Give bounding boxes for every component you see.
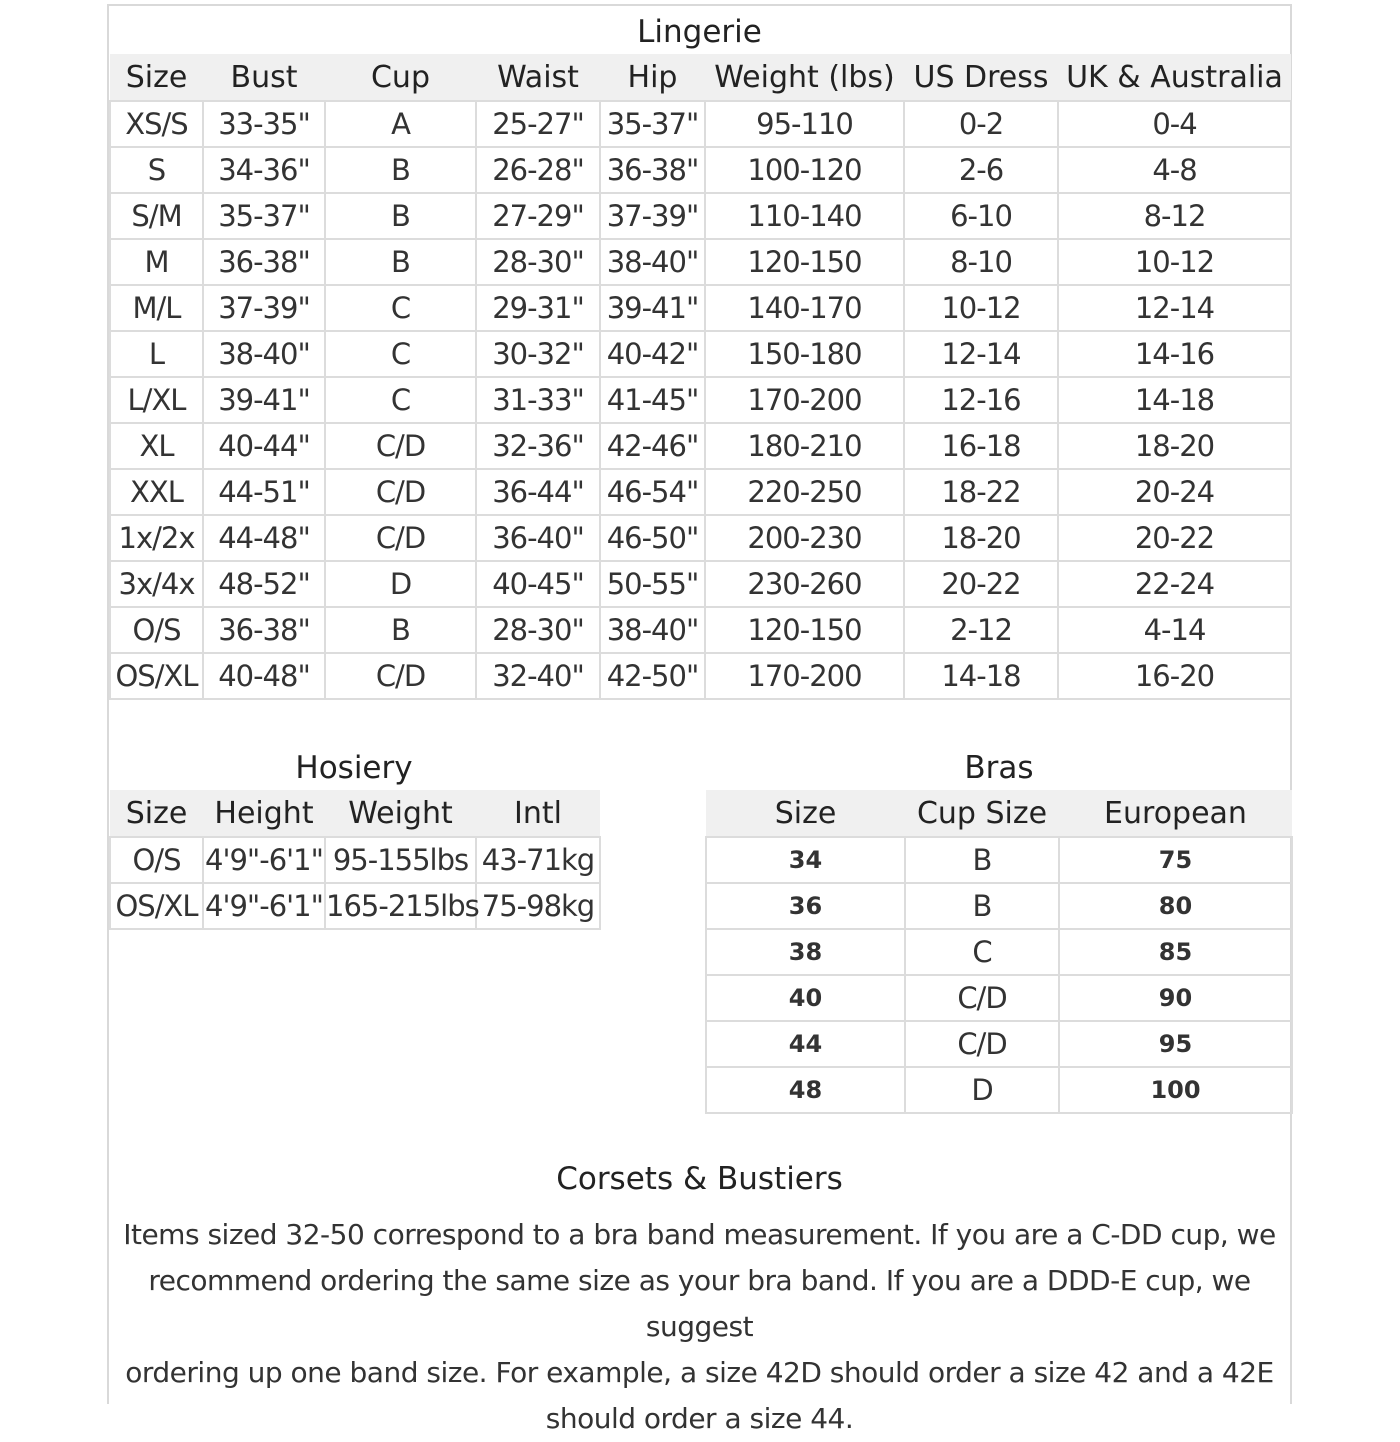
col-weight: Weight [325, 790, 476, 837]
col-cup-size: Cup Size [905, 790, 1059, 837]
table-cell: B [325, 193, 476, 239]
table-cell: 50-55" [600, 561, 705, 607]
table-cell: 48 [706, 1067, 905, 1113]
table-cell: 18-20 [1058, 423, 1291, 469]
lingerie-row [110, 285, 1291, 331]
table-cell: 36-40" [476, 515, 600, 561]
table-cell: C [325, 331, 476, 377]
table-cell: 18-20 [904, 515, 1058, 561]
table-cell: 10-12 [904, 285, 1058, 331]
table-cell: 40-44" [203, 423, 325, 469]
table-cell: 39-41" [203, 377, 325, 423]
table-cell: 28-30" [476, 239, 600, 285]
table-cell: 95-110 [705, 101, 904, 147]
col-size: Size [706, 790, 905, 837]
table-cell: 31-33" [476, 377, 600, 423]
bras-row [706, 1067, 1292, 1113]
table-cell: 36 [706, 883, 905, 929]
table-cell: 170-200 [705, 377, 904, 423]
table-cell: A [325, 101, 476, 147]
table-cell: 100-120 [705, 147, 904, 193]
table-cell: 2-6 [904, 147, 1058, 193]
table-cell: 4-8 [1058, 147, 1291, 193]
table-cell: 20-24 [1058, 469, 1291, 515]
table-cell: 85 [1059, 929, 1292, 975]
table-cell: D [325, 561, 476, 607]
table-cell: 40-42" [600, 331, 705, 377]
table-cell: C/D [905, 975, 1059, 1021]
table-cell: 170-200 [705, 653, 904, 699]
table-cell: 20-22 [1058, 515, 1291, 561]
table-cell: 6-10 [904, 193, 1058, 239]
table-cell: 48-52" [203, 561, 325, 607]
lingerie-header-row [110, 54, 1291, 101]
table-cell: OS/XL [110, 653, 203, 699]
table-cell: 220-250 [705, 469, 904, 515]
table-cell: 1x/2x [110, 515, 203, 561]
table-cell: 95-155lbs [325, 837, 476, 883]
corsets-title: Corsets & Bustiers [556, 1161, 843, 1197]
col-weight: Weight (lbs) [705, 54, 904, 101]
bras-title: Bras [964, 750, 1034, 786]
table-cell: C/D [905, 1021, 1059, 1067]
table-cell: 43-71kg [476, 837, 600, 883]
col-cup: Cup [325, 54, 476, 101]
col-european: European [1059, 790, 1292, 837]
table-cell: 34 [706, 837, 905, 883]
lingerie-row [110, 101, 1291, 147]
lingerie-row [110, 239, 1291, 285]
table-cell: 36-38" [203, 607, 325, 653]
table-cell: 110-140 [705, 193, 904, 239]
bras-row [706, 975, 1292, 1021]
table-cell: D [905, 1067, 1059, 1113]
table-cell: XL [110, 423, 203, 469]
table-cell: 12-16 [904, 377, 1058, 423]
table-cell: 165-215lbs [325, 883, 476, 929]
table-cell: 8-10 [904, 239, 1058, 285]
table-cell: 41-45" [600, 377, 705, 423]
col-waist: Waist [476, 54, 600, 101]
corsets-note [109, 1212, 1290, 1442]
table-cell: 16-20 [1058, 653, 1291, 699]
table-cell: 150-180 [705, 331, 904, 377]
lingerie-row [110, 607, 1291, 653]
table-cell: 38-40" [600, 239, 705, 285]
table-cell: 14-16 [1058, 331, 1291, 377]
table-cell: 38-40" [203, 331, 325, 377]
table-cell: 90 [1059, 975, 1292, 1021]
table-cell: 40 [706, 975, 905, 1021]
table-cell: C/D [325, 515, 476, 561]
table-cell: C [905, 929, 1059, 975]
lingerie-row [110, 331, 1291, 377]
table-cell: 18-22 [904, 469, 1058, 515]
table-cell: 12-14 [1058, 285, 1291, 331]
table-cell: 75-98kg [476, 883, 600, 929]
table-cell: 32-40" [476, 653, 600, 699]
table-cell: 12-14 [904, 331, 1058, 377]
table-cell: 42-50" [600, 653, 705, 699]
table-cell: B [325, 607, 476, 653]
table-cell: 3x/4x [110, 561, 203, 607]
lingerie-row [110, 423, 1291, 469]
table-cell: 75 [1059, 837, 1292, 883]
hosiery-title: Hosiery [295, 750, 413, 786]
col-size: Size [110, 790, 203, 837]
table-cell: 2-12 [904, 607, 1058, 653]
table-cell: 42-46" [600, 423, 705, 469]
table-cell: 44 [706, 1021, 905, 1067]
table-cell: 33-35" [203, 101, 325, 147]
col-bust: Bust [203, 54, 325, 101]
lingerie-row [110, 653, 1291, 699]
table-cell: 140-170 [705, 285, 904, 331]
corsets-note-line: Items sized 32-50 correspond to a bra band measurement. If you are a C-DD cup, we [123, 1218, 1276, 1251]
table-cell: 10-12 [1058, 239, 1291, 285]
bras-row [706, 837, 1292, 883]
table-cell: B [905, 837, 1059, 883]
table-cell: 100 [1059, 1067, 1292, 1113]
bras-table [705, 790, 1293, 1114]
table-cell: OS/XL [110, 883, 203, 929]
table-cell: 26-28" [476, 147, 600, 193]
table-cell: XS/S [110, 101, 203, 147]
table-cell: 95 [1059, 1021, 1292, 1067]
bras-header-row [706, 790, 1292, 837]
table-cell: C/D [325, 653, 476, 699]
col-hip: Hip [600, 54, 705, 101]
table-cell: 44-48" [203, 515, 325, 561]
table-cell: 20-22 [904, 561, 1058, 607]
table-cell: 80 [1059, 883, 1292, 929]
table-cell: 30-32" [476, 331, 600, 377]
table-cell: 35-37" [203, 193, 325, 239]
table-cell: 32-36" [476, 423, 600, 469]
table-cell: 34-36" [203, 147, 325, 193]
table-cell: 14-18 [1058, 377, 1291, 423]
table-cell: 38 [706, 929, 905, 975]
table-cell: B [325, 147, 476, 193]
table-cell: O/S [110, 607, 203, 653]
corsets-note-line: recommend ordering the same size as your bra band. If you are a DDD-E cup, we suggest [148, 1264, 1251, 1343]
table-cell: 28-30" [476, 607, 600, 653]
bras-row [706, 929, 1292, 975]
table-cell: 230-260 [705, 561, 904, 607]
table-cell: 0-4 [1058, 101, 1291, 147]
table-cell: 120-150 [705, 607, 904, 653]
lingerie-row [110, 515, 1291, 561]
corsets-note-line: should order a size 44. [545, 1402, 854, 1435]
table-cell: 120-150 [705, 239, 904, 285]
bras-row [706, 883, 1292, 929]
table-cell: 29-31" [476, 285, 600, 331]
lingerie-table [109, 54, 1292, 700]
table-cell: 46-50" [600, 515, 705, 561]
table-cell: 180-210 [705, 423, 904, 469]
table-cell: C [325, 377, 476, 423]
table-cell: L/XL [110, 377, 203, 423]
table-cell: XXL [110, 469, 203, 515]
table-cell: 39-41" [600, 285, 705, 331]
table-cell: 4'9"-6'1" [203, 837, 325, 883]
table-cell: M [110, 239, 203, 285]
table-cell: 27-29" [476, 193, 600, 239]
table-cell: C [325, 285, 476, 331]
lingerie-row [110, 561, 1291, 607]
table-cell: 36-38" [600, 147, 705, 193]
hosiery-row [110, 883, 600, 929]
table-cell: 16-18 [904, 423, 1058, 469]
table-cell: 37-39" [600, 193, 705, 239]
lingerie-row [110, 147, 1291, 193]
table-cell: 4-14 [1058, 607, 1291, 653]
hosiery-row [110, 837, 600, 883]
table-cell: 35-37" [600, 101, 705, 147]
table-cell: S [110, 147, 203, 193]
table-cell: 25-27" [476, 101, 600, 147]
col-size: Size [110, 54, 203, 101]
table-cell: 14-18 [904, 653, 1058, 699]
col-intl: Intl [476, 790, 600, 837]
bras-row [706, 1021, 1292, 1067]
lingerie-row [110, 377, 1291, 423]
table-cell: S/M [110, 193, 203, 239]
table-cell: 4'9"-6'1" [203, 883, 325, 929]
col-us-dress: US Dress [904, 54, 1058, 101]
col-height: Height [203, 790, 325, 837]
lingerie-row [110, 193, 1291, 239]
table-cell: L [110, 331, 203, 377]
table-cell: 0-2 [904, 101, 1058, 147]
lingerie-row [110, 469, 1291, 515]
table-cell: 40-45" [476, 561, 600, 607]
table-cell: 44-51" [203, 469, 325, 515]
table-cell: 38-40" [600, 607, 705, 653]
corsets-note-line: ordering up one band size. For example, a size 42D should order a size 42 and a 42E [125, 1356, 1274, 1389]
table-cell: O/S [110, 837, 203, 883]
table-cell: 40-48" [203, 653, 325, 699]
hosiery-header-row [110, 790, 600, 837]
table-cell: C/D [325, 469, 476, 515]
table-cell: 46-54" [600, 469, 705, 515]
table-cell: 22-24 [1058, 561, 1291, 607]
table-cell: 8-12 [1058, 193, 1291, 239]
table-cell: B [325, 239, 476, 285]
table-cell: 37-39" [203, 285, 325, 331]
col-uk-australia: UK & Australia [1058, 54, 1291, 101]
table-cell: M/L [110, 285, 203, 331]
table-cell: B [905, 883, 1059, 929]
table-cell: 36-38" [203, 239, 325, 285]
table-cell: 36-44" [476, 469, 600, 515]
hosiery-table [109, 790, 601, 930]
table-cell: C/D [325, 423, 476, 469]
lingerie-title: Lingerie [637, 14, 762, 50]
table-cell: 200-230 [705, 515, 904, 561]
